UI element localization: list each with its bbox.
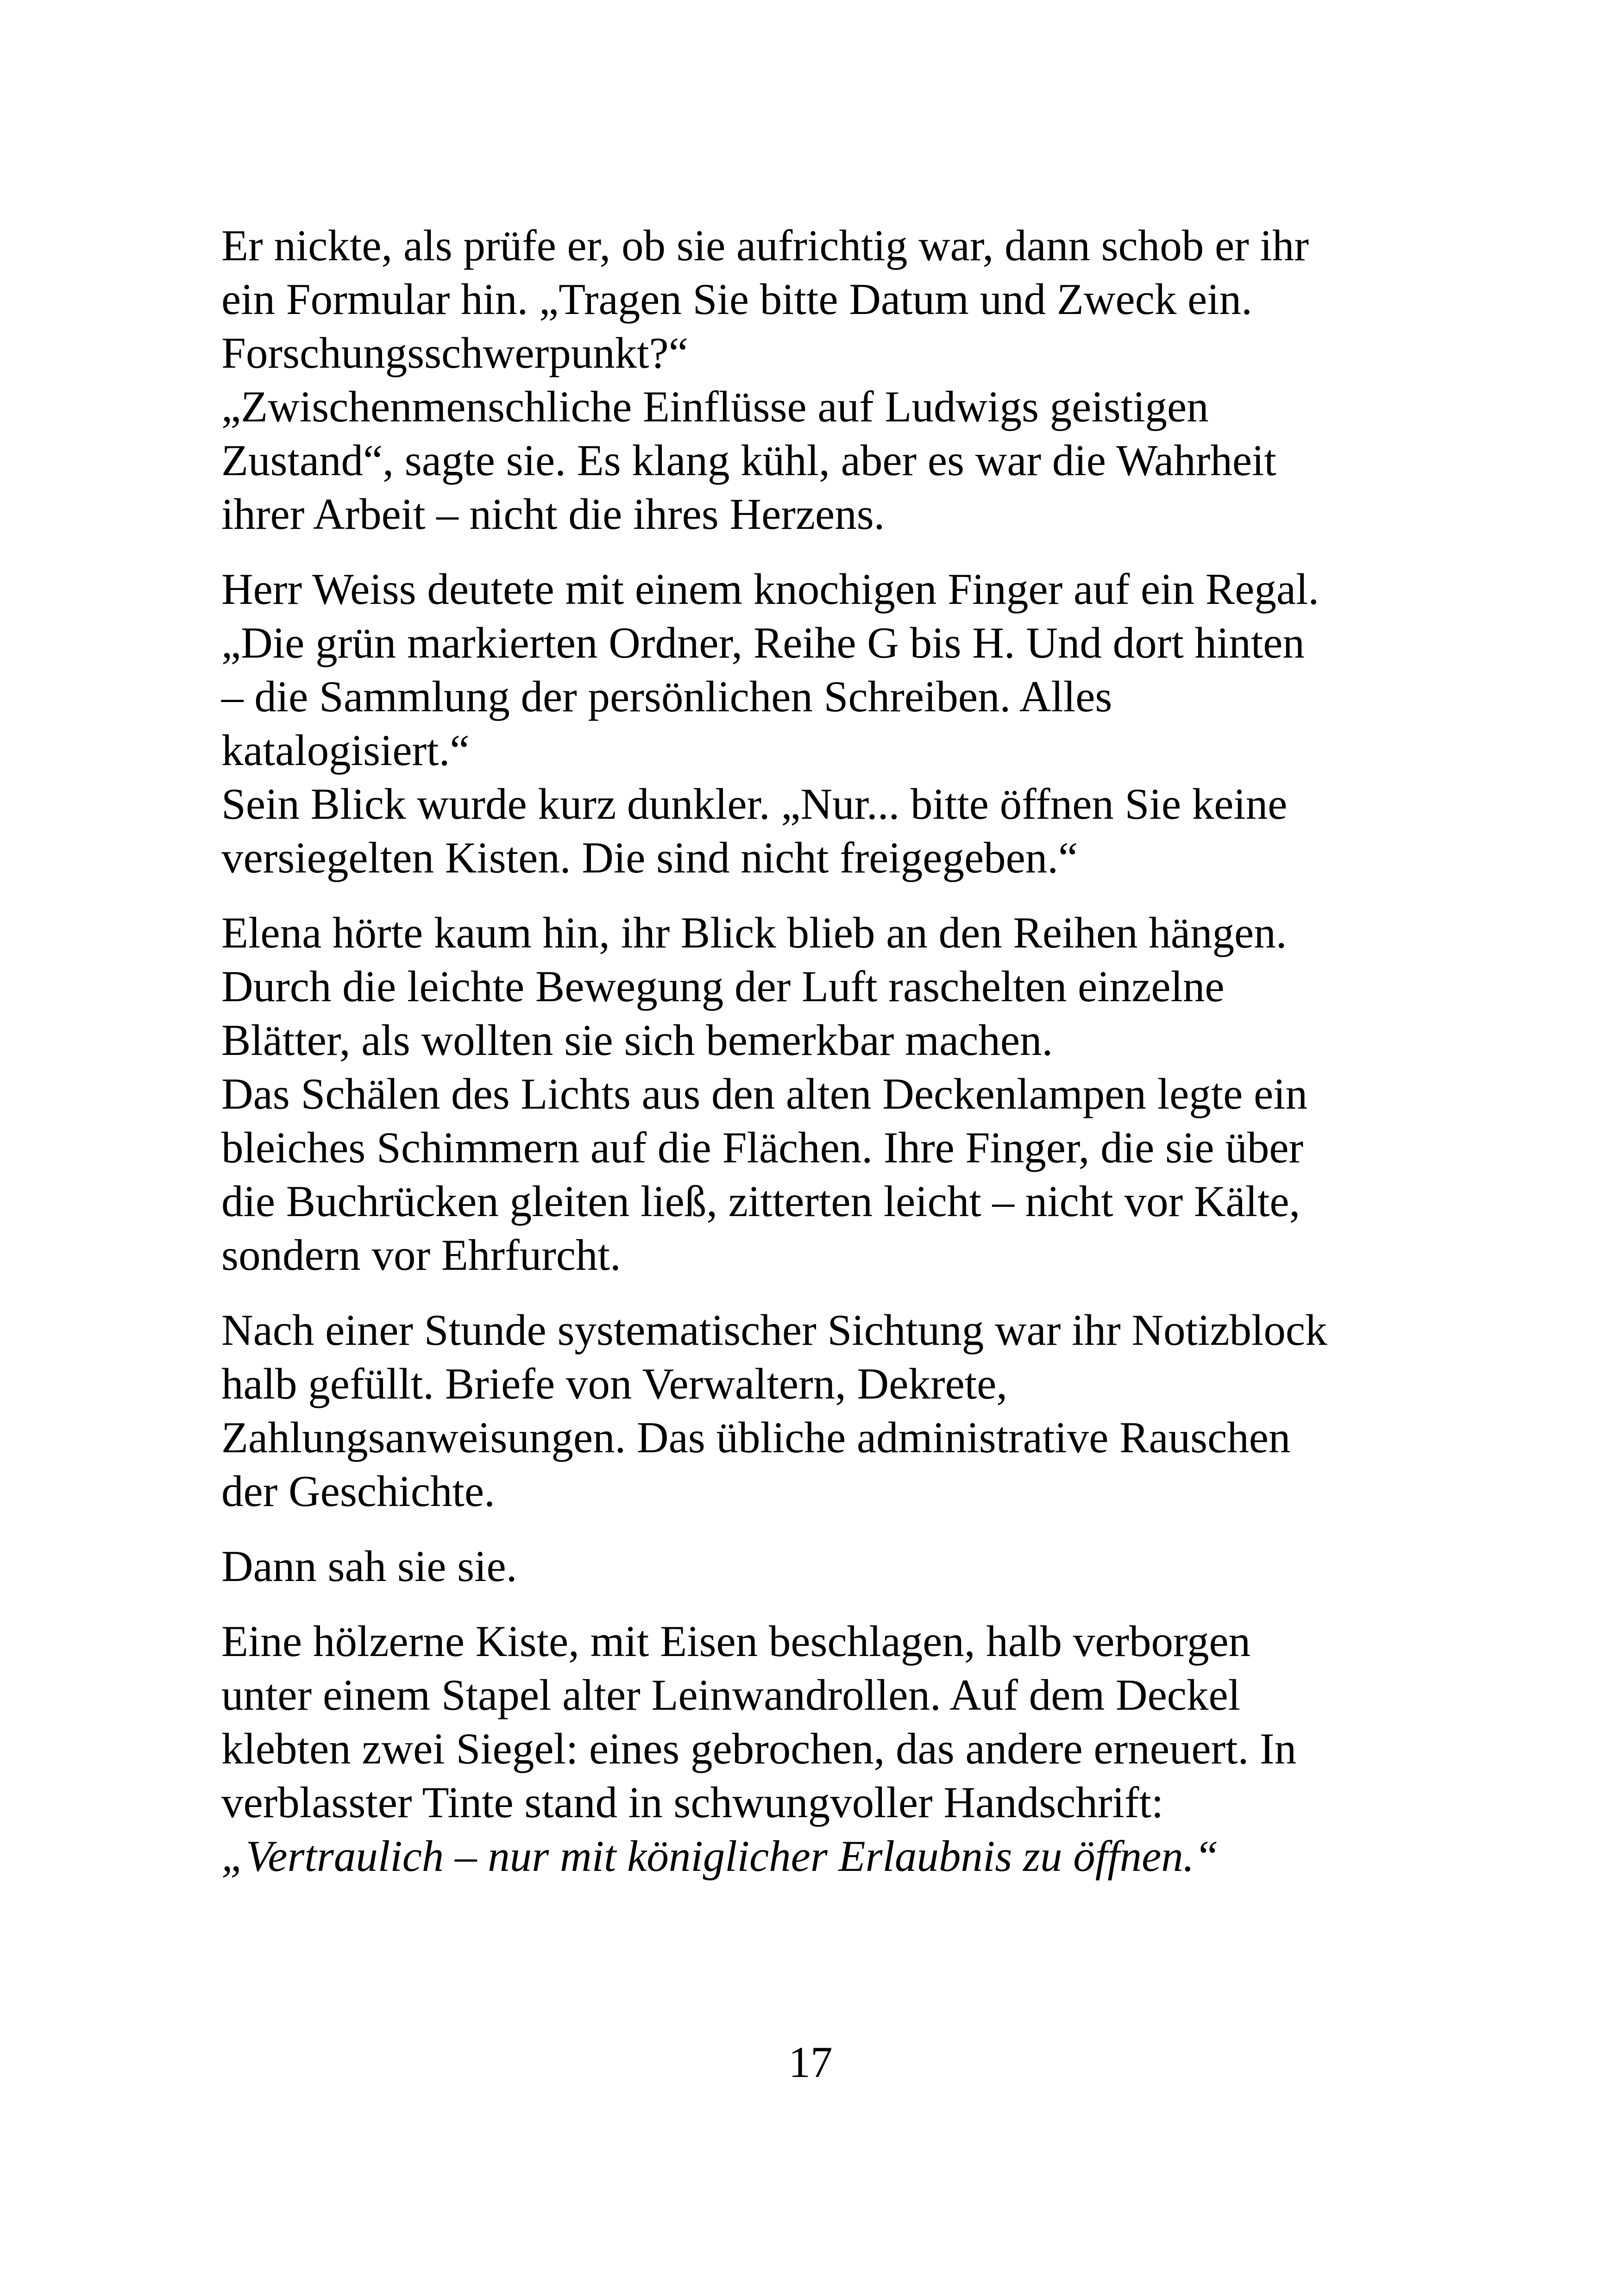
text-line: Herr Weiss deutete mit einem knochigen Finger auf ein Regal. (221, 565, 1319, 614)
text-line: verblasster Tinte stand in schwungvoller Handschrift: (221, 1778, 1164, 1827)
text-line: – die Sammlung der persönlichen Schreiben. Alles (221, 672, 1112, 721)
text-line: Zahlungsanweisungen. Das übliche administrative Rauschen (221, 1413, 1291, 1462)
paragraph-5 (221, 906, 1407, 1067)
text-line: sondern vor Ehrfurcht. (221, 1230, 621, 1280)
paragraph-6 (221, 1067, 1407, 1282)
paragraph-3 (221, 562, 1407, 777)
text-line: katalogisiert.“ (221, 726, 470, 775)
text-line: „Die grün markierten Ordner, Reihe G bis H. Und dort hinten (221, 618, 1305, 667)
text-line: Nach einer Stunde systematischer Sichtung war ihr Notizblock (221, 1305, 1327, 1355)
text-line: versiegelten Kisten. Die sind nicht freigegeben.“ (221, 833, 1078, 882)
text-line: Durch die leichte Bewegung der Luft raschelten einzelne (221, 962, 1225, 1011)
text-line: Blätter, als wollten sie sich bemerkbar machen. (221, 1016, 1053, 1065)
text-line: bleiches Schimmern auf die Flächen. Ihre Finger, die sie über (221, 1123, 1304, 1172)
text-line: „Zwischenmenschliche Einflüsse auf Ludwigs geistigen (221, 382, 1209, 431)
text-line: Sein Blick wurde kurz dunkler. „Nur... bitte öffnen Sie keine (221, 779, 1288, 828)
text-line: Er nickte, als prüfe er, ob sie aufrichtig war, dann schob er ihr (221, 221, 1309, 270)
paragraph-1 (221, 219, 1407, 380)
text-line: ihrer Arbeit – nicht die ihres Herzens. (221, 489, 885, 539)
text-line: klebten zwei Siegel: eines gebrochen, das andere erneuert. In (221, 1724, 1297, 1773)
paragraph-8 (221, 1539, 1407, 1593)
text-line: Elena hörte kaum hin, ihr Blick blieb an den Reihen hängen. (221, 908, 1287, 957)
text-line: Zustand“, sagte sie. Es klang kühl, aber es war die Wahrheit (221, 436, 1276, 485)
text-line: der Geschichte. (221, 1467, 495, 1516)
paragraph-7 (221, 1303, 1407, 1518)
text-line: unter einem Stapel alter Leinwandrollen. Auf dem Deckel (221, 1670, 1241, 1719)
text-line: ein Formular hin. „Tragen Sie bitte Datum und Zweck ein. (221, 275, 1252, 324)
body-text (221, 219, 1407, 1904)
page-number: 17 (788, 2038, 833, 2087)
quoted-inscription: „Vertraulich – nur mit königlicher Erlaubnis zu öffnen.“ (221, 1832, 1219, 1881)
text-line: halb gefüllt. Briefe von Verwaltern, Dekrete, (221, 1359, 1008, 1408)
paragraph-2 (221, 380, 1407, 541)
text-line: Forschungsschwerpunkt?“ (221, 328, 688, 377)
paragraph-9 (221, 1614, 1407, 1883)
text-line: die Buchrücken gleiten ließ, zitterten leicht – nicht vor Kälte, (221, 1177, 1301, 1226)
text-line: Dann sah sie sie. (221, 1542, 517, 1591)
text-line: Eine hölzerne Kiste, mit Eisen beschlagen, halb verborgen (221, 1617, 1251, 1666)
text-line: Das Schälen des Lichts aus den alten Deckenlampen legte ein (221, 1069, 1308, 1118)
paragraph-4 (221, 777, 1407, 885)
